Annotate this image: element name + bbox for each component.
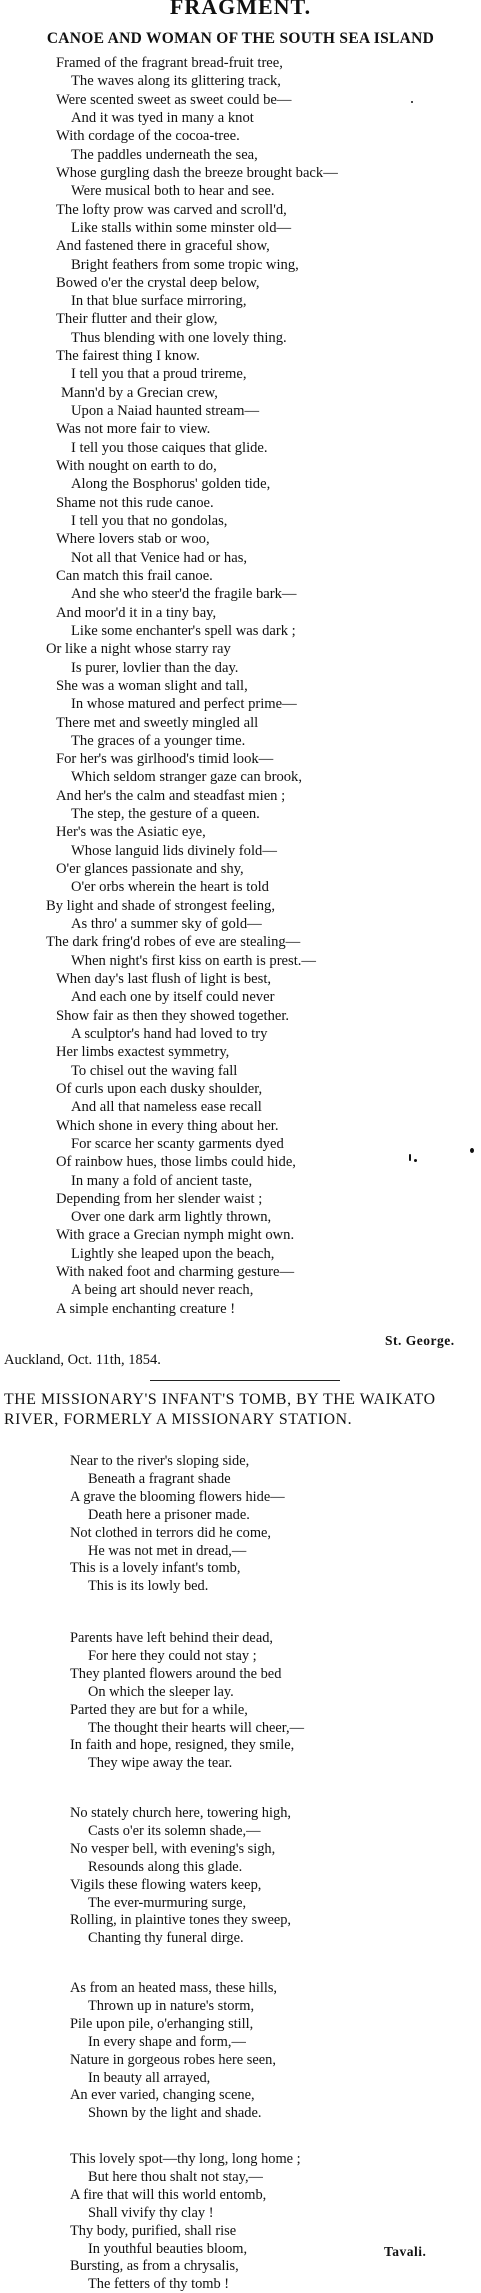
- print-speck: [414, 1159, 417, 1162]
- poem-line: The step, the gesture of a queen.: [71, 806, 260, 823]
- stanza-line: Beneath a fragrant shade: [88, 1470, 231, 1487]
- stanza-line: For here they could not stay ;: [88, 1647, 257, 1664]
- stanza-line: Parents have left behind their dead,: [70, 1630, 273, 1646]
- stanza-line: Thrown up in nature's storm,: [88, 1997, 255, 2014]
- stanza-line: No vesper bell, with evening's sigh,: [70, 1840, 276, 1857]
- stanza-line: Nature in gorgeous robes here seen,: [70, 2051, 276, 2068]
- poem-line: The fairest thing I know.: [56, 348, 200, 365]
- poem-line: And she who steer'd the fragile bark—: [71, 586, 297, 603]
- poem-line: Can match this frail canoe.: [56, 567, 213, 584]
- stanza-line: A grave the blooming flowers hide—: [70, 1488, 285, 1505]
- poem-line: Were scented sweet as sweet could be—: [56, 91, 292, 108]
- stanza-line: The ever-murmuring surge,: [88, 1894, 247, 1911]
- poem-line: I tell you that no gondolas,: [71, 513, 228, 529]
- poem-line: O'er orbs wherein the heart is told: [71, 879, 269, 896]
- section-heading: THE MISSIONARY'S INFANT'S TOMB, BY THE WAIKATO RIVER, FORMERLY A MISSIONARY STATION.: [4, 1391, 436, 1428]
- poem-line: The lofty prow was carved and scroll'd,: [56, 201, 287, 218]
- stanza-line: The thought their hearts will cheer,—: [88, 1719, 305, 1736]
- poem-line: Over one dark arm lightly thrown,: [71, 1209, 272, 1226]
- poem-line: O'er glances passionate and shy,: [56, 861, 244, 878]
- stanza-line: Pile upon pile, o'erhanging still,: [70, 2015, 254, 2032]
- stanza-line: In beauty all arrayed,: [88, 2069, 211, 2086]
- stanza-line: Rolling, in plaintive tones they sweep,: [70, 1912, 292, 1929]
- poem-line: Were musical both to hear and see.: [71, 183, 275, 200]
- print-speck: [411, 101, 413, 103]
- poem-line: Which seldom stranger gaze can brook,: [71, 769, 302, 786]
- dateline: Auckland, Oct. 11th, 1854.: [4, 1352, 161, 1368]
- poem-line: A sculptor's hand had loved to try: [71, 1025, 268, 1042]
- poem-line: The dark fring'd robes of eve are stealing—: [46, 934, 301, 951]
- poem-line: Thus blending with one lovely thing.: [71, 329, 287, 346]
- stanza-line: Shown by the light and shade.: [88, 2105, 262, 2122]
- poem-line: In many a fold of ancient taste,: [71, 1172, 253, 1189]
- poem-line: And it was tyed in many a knot: [71, 109, 254, 126]
- stanza-line: The fetters of thy tomb !: [88, 2276, 230, 2293]
- poem-line: For scarce her scanty garments dyed: [71, 1135, 284, 1152]
- poem-line: I tell you those caiques that glide.: [71, 439, 268, 456]
- poem-line: To chisel out the waving fall: [71, 1062, 238, 1079]
- poem-line: Upon a Naiad haunted stream—: [71, 403, 260, 420]
- poem-line: A being art should never reach,: [71, 1282, 254, 1299]
- stanza-line: No stately church here, towering high,: [70, 1805, 291, 1821]
- stanza-line: Vigils these flowing waters keep,: [70, 1876, 262, 1893]
- stanza-line: A fire that will this world entomb,: [70, 2186, 267, 2203]
- poem-line: Where lovers stab or woo,: [56, 531, 210, 548]
- poem-line: As thro' a summer sky of gold—: [71, 916, 262, 933]
- poem-line: Bright feathers from some tropic wing,: [71, 256, 299, 273]
- page-title: FRAGMENT.: [169, 0, 312, 19]
- poem-line: Shame not this rude canoe.: [56, 494, 214, 511]
- poem-line: Like stalls within some minster old—: [71, 219, 292, 236]
- poem-line: She was a woman slight and tall,: [56, 677, 248, 694]
- poem-line: Is purer, lovlier than the day.: [71, 659, 239, 676]
- poem-line: Bowed o'er the crystal deep below,: [56, 274, 260, 291]
- stanza-line: But here thou shalt not stay,—: [88, 2168, 263, 2185]
- poem-line: Her's was the Asiatic eye,: [56, 824, 206, 841]
- stanza-line: On which the sleeper lay.: [88, 1683, 234, 1700]
- stanza-line: Shall vivify thy clay !: [88, 2204, 214, 2221]
- poem-line: And each one by itself could never: [71, 989, 275, 1006]
- poem-line: Which shone in every thing about her.: [56, 1117, 279, 1134]
- stanza-line: Chanting thy funeral dirge.: [88, 1930, 244, 1947]
- poem-line: Not all that Venice had or has,: [71, 549, 248, 566]
- poem-line: With naked foot and charming gesture—: [56, 1264, 295, 1281]
- poem-line: The graces of a younger time.: [71, 732, 246, 749]
- stanza-line: Parted they are but for a while,: [70, 1701, 248, 1718]
- section-divider: [150, 1380, 340, 1381]
- poem-line: Of curls upon each dusky shoulder,: [56, 1080, 263, 1097]
- poem-line: And moor'd it in a tiny bay,: [56, 604, 217, 621]
- poem-title: CANOE AND WOMAN OF THE SOUTH SEA ISLAND: [46, 30, 435, 47]
- stanza-line: Thy body, purified, shall rise: [70, 2222, 237, 2239]
- stanza-line: They planted flowers around the bed: [70, 1665, 282, 1682]
- stanza-line: Bursting, as from a chrysalis,: [70, 2258, 239, 2275]
- poem-line: With nought on earth to do,: [56, 458, 217, 475]
- stanza-line: In youthful beauties bloom,: [88, 2240, 248, 2257]
- poem-line: Their flutter and their glow,: [56, 311, 218, 328]
- poem-line: I tell you that a proud trireme,: [71, 366, 247, 383]
- poem-line: And her's the calm and steadfast mien ;: [56, 787, 286, 804]
- stanza-line: They wipe away the tear.: [88, 1755, 233, 1772]
- stanza-line: Resounds along this glade.: [88, 1858, 243, 1875]
- stanza-line: He was not met in dread,—: [88, 1542, 247, 1559]
- poem-line: Lightly she leaped upon the beach,: [71, 1245, 275, 1262]
- poem-line: With cordage of the cocoa-tree.: [56, 128, 240, 145]
- poem-line: Whose languid lids divinely fold—: [71, 842, 277, 859]
- poem-line: With grace a Grecian nymph might own.: [56, 1227, 295, 1244]
- poem-line: When night's first kiss on earth is prest.—: [71, 952, 317, 969]
- print-speck: [409, 1154, 411, 1161]
- poem-line: In that blue surface mirroring,: [71, 293, 247, 310]
- stanza-line: Not clothed in terrors did he come,: [70, 1524, 272, 1541]
- poem-line: There met and sweetly mingled all: [56, 714, 259, 731]
- stanza-line: This is a lovely infant's tomb,: [70, 1560, 241, 1577]
- stanza-line: Near to the river's sloping side,: [70, 1453, 250, 1469]
- stanza-line: In every shape and form,—: [88, 2033, 246, 2050]
- poem-line: Like some enchanter's spell was dark ;: [71, 622, 296, 639]
- poem-line: Show fair as then they showed together.: [56, 1007, 290, 1024]
- poem-line: In whose matured and perfect prime—: [71, 696, 297, 713]
- poem-signature: St. George.: [385, 1333, 455, 1348]
- stanza-line: This is its lowly bed.: [88, 1578, 209, 1595]
- stanza-line: As from an heated mass, these hills,: [70, 1980, 278, 1996]
- poem-line: Whose gurgling dash the breeze brought back—: [56, 164, 338, 181]
- poem-line: When day's last flush of light is best,: [56, 971, 272, 987]
- poem-line: Of rainbow hues, those limbs could hide,: [56, 1154, 296, 1171]
- poem-signature-2: Tavali.: [384, 2244, 427, 2259]
- stanza-line: This lovely spot—thy long, long home ;: [70, 2151, 301, 2167]
- poem-line: Depending from her slender waist ;: [56, 1190, 263, 1207]
- poem-line: The waves along its glittering track,: [71, 73, 281, 90]
- poem-line: Along the Bosphorus' golden tide,: [71, 476, 271, 493]
- poem-line: Framed of the fragrant bread-fruit tree,: [56, 55, 283, 71]
- print-speck: [470, 1148, 474, 1153]
- stanza-line: Casts o'er its solemn shade,—: [88, 1822, 261, 1839]
- poem-line: By light and shade of strongest feeling,: [46, 897, 275, 914]
- poem-line: And all that nameless ease recall: [71, 1099, 262, 1116]
- stanza-line: In faith and hope, resigned, they smile,: [70, 1737, 295, 1754]
- poem-line: For her's was girlhood's timid look—: [56, 751, 274, 768]
- stanza-line: Death here a prisoner made.: [88, 1506, 250, 1523]
- poem-line: Mann'd by a Grecian crew,: [61, 384, 218, 401]
- poem-line: The paddles underneath the sea,: [71, 146, 258, 163]
- poem-line: Her limbs exactest symmetry,: [56, 1044, 230, 1061]
- poem-line: And fastened there in graceful show,: [56, 238, 270, 255]
- poem-line: A simple enchanting creature !: [56, 1300, 236, 1317]
- poem-line: Was not more fair to view.: [56, 421, 211, 438]
- poem-line: Or like a night whose starry ray: [46, 641, 231, 658]
- stanza-line: An ever varied, changing scene,: [70, 2087, 255, 2104]
